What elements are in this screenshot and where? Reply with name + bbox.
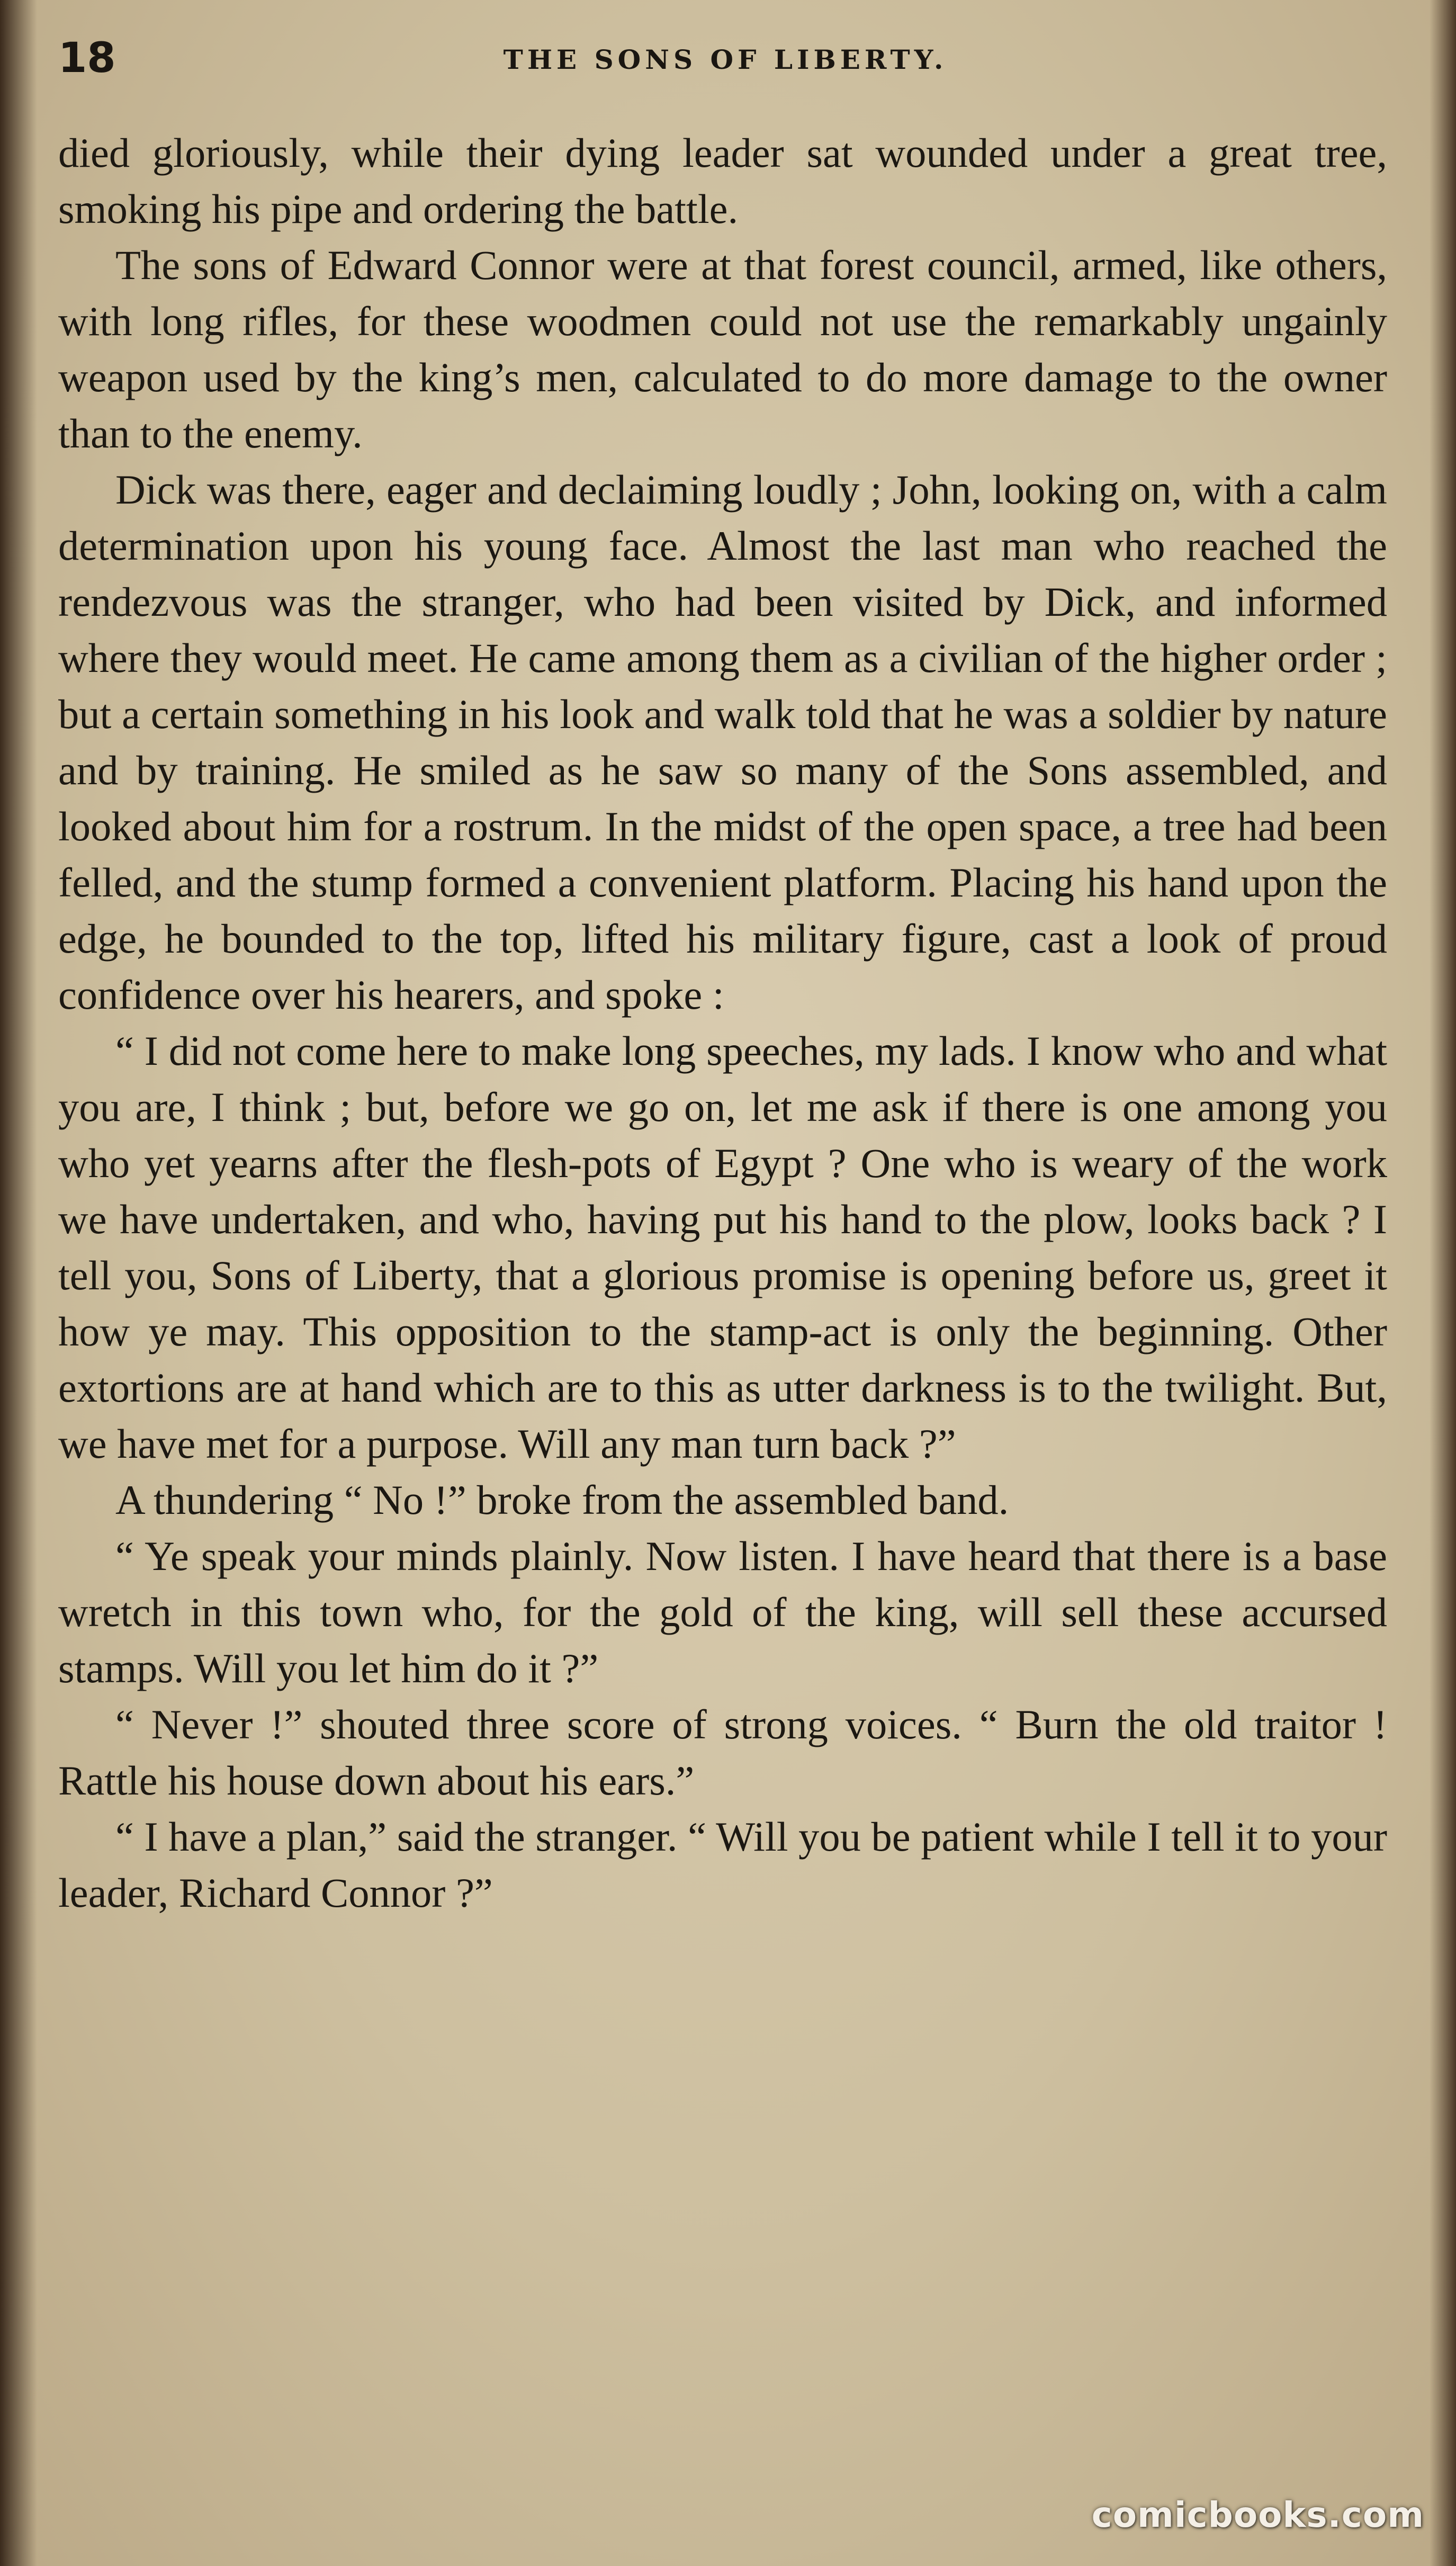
paragraph: died gloriously, while their dying leader sat wounded under a great tree, smoking his pipe and ordering the battle. (58, 130, 1387, 232)
paragraph: The sons of Edward Connor were at that forest council, armed, like others, with long rifles, for these woodmen could not use the remarkably ungainly weapon used by the king’s men, calculated to do more damage to the owner than to the enemy. (58, 242, 1387, 456)
paragraph: “ I have a plan,” said the stranger. “ Will you be patient while I tell it to your leader, Richard Connor ?” (58, 1814, 1387, 1916)
watermark: comicbooks.com (1091, 2495, 1424, 2535)
page-edge-shadow-left (0, 0, 37, 2566)
paragraph: A thundering “ No !” broke from the assembled band. (115, 1477, 1009, 1523)
paragraph: Dick was there, eager and declaiming loudly ; John, looking on, with a calm determination upon his young face. Almost the last man who reached the rendezvous was the stranger, who had been visited by Dick, and informed where they would meet. He came among them as a civilian of the higher order ; but a certain something in his look and walk told that he was a soldier by nature and by training. He smiled as he saw so many of the Sons assembled, and looked about him for a rostrum. In the midst of the open space, a tree had been felled, and the stump formed a convenient platform. Placing his hand upon the edge, he bounded to the top, lifted his military figure, cast a look of proud confidence over his hearers, and spoke : (58, 466, 1387, 1018)
paragraph: “ I did not come here to make long speeches, my lads. I know who and what you are, I think ; but, before we go on, let me ask if there is one among you who yet yearns after the flesh-pots of Egypt ? One who is weary of the work we have undertaken, and who, having put his hand to the plow, looks back ? I tell you, Sons of Liberty, that a glorious promise is opening before us, greet it how ye may. This opposition to the stamp-act is only the beginning. Other extortions are at hand which are to this as utter darkness is to the twilight. But, we have met for a purpose. Will any man turn back ?” (58, 1028, 1387, 1467)
page-number: 18 (58, 34, 116, 82)
body-text (58, 125, 1387, 1921)
page-edge-shadow-right (1430, 0, 1456, 2566)
paragraph: “ Never !” shouted three score of strong voices. “ Burn the old traitor ! Rattle his house down about his ears.” (58, 1701, 1387, 1804)
page-header (58, 21, 1392, 90)
paragraph: “ Ye speak your minds plainly. Now listen. I have heard that there is a base wretch in this town who, for the gold of the king, will sell these accursed stamps. Will you let him do it ?” (58, 1533, 1387, 1691)
running-head: THE SONS OF LIBERTY. (503, 44, 948, 75)
